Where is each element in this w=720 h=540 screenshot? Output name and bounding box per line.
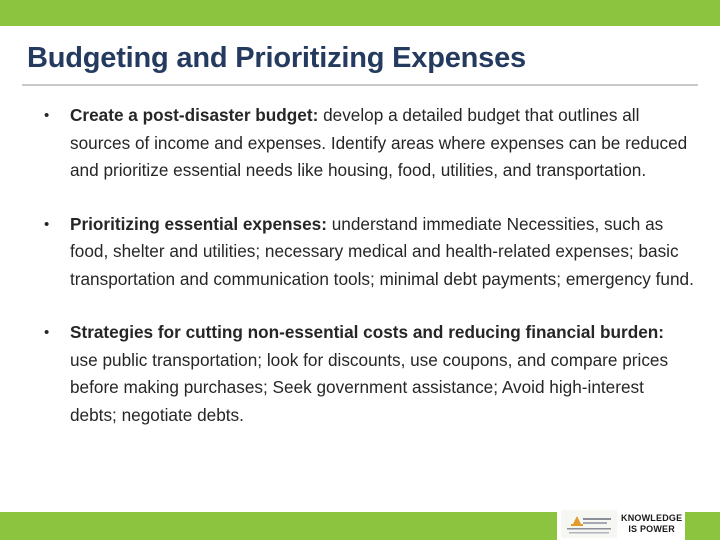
bullet-lead: Prioritizing essential expenses: <box>70 213 327 234</box>
logo-slogan-line2: IS POWER <box>628 524 675 534</box>
bullet-dot-icon: • <box>44 324 50 341</box>
logo-slogan-line1: KNOWLEDGE <box>621 513 683 523</box>
bullet-lead: Strategies for cutting non-essential costs and reducing financial burden: <box>70 322 665 342</box>
bullet-dot-icon: • <box>44 107 50 124</box>
bullet-body: develop a detailed budget that outlines all sources of income and expenses. Identify areas where expenses can be reduced and prioritize essential needs like housing, food, utilities, and transportation. <box>70 105 688 180</box>
bullet-text <box>70 105 687 180</box>
bullet-lead: Create a post-disaster budget: <box>70 105 319 125</box>
footer-logo <box>557 508 685 540</box>
bullet-item <box>44 102 694 185</box>
bullet-item <box>44 211 694 294</box>
slide-title: Budgeting and Prioritizing Expenses <box>27 42 526 74</box>
logo-slogan <box>621 513 682 535</box>
logo-mark-icon <box>561 510 617 538</box>
bullet-dot-icon: • <box>44 215 50 233</box>
title-divider <box>22 84 698 86</box>
bullet-item <box>44 319 694 429</box>
bullet-list <box>44 102 694 455</box>
top-accent-bar <box>0 0 720 26</box>
bullet-text <box>70 214 694 289</box>
bullet-body: understand immediate Necessities, such as food, shelter and utilities; necessary medical and health-related expenses; basic transportation and communication tools; minimal debt payments; emergency fund. <box>70 213 694 289</box>
bullet-body: use public transportation; look for discounts, use coupons, and compare prices before making purchases; Seek government assistance; Avoid high-interest debts; negotiate debts. <box>70 349 669 425</box>
bullet-text <box>70 322 668 425</box>
